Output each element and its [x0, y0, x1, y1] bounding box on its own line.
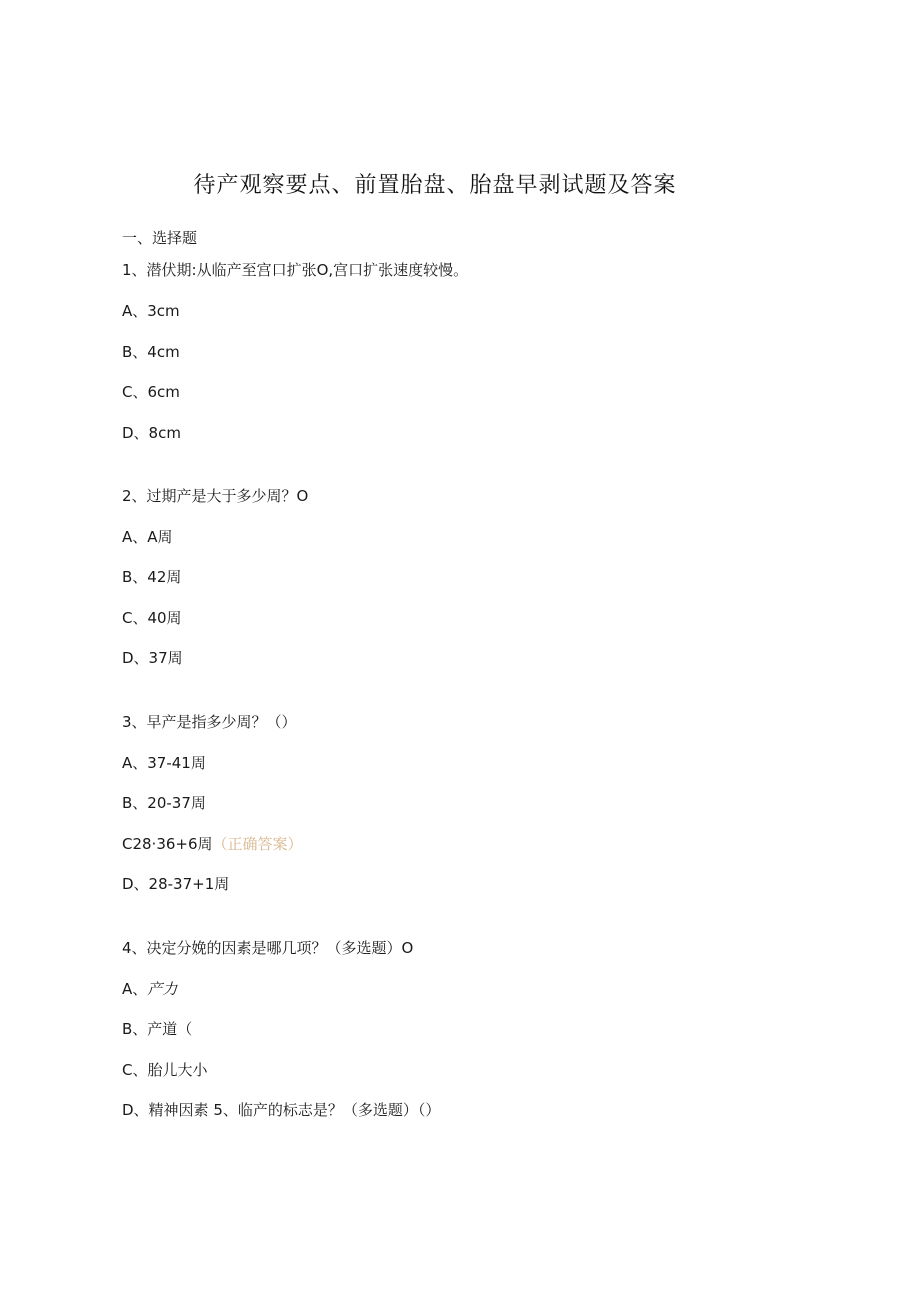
- question-4-option-d: D、精神因素 5、临产的标志是？（多选题）（）: [122, 1101, 441, 1119]
- question-4-option-a-label: A、: [122, 980, 148, 998]
- question-2-option-b: B、42周: [122, 568, 182, 586]
- question-2-option-c: C、40周: [122, 609, 182, 627]
- question-1-option-a: A、3cm: [122, 302, 180, 320]
- question-3-option-a: A、37-41周: [122, 754, 206, 772]
- question-1-option-c: C、6cm: [122, 383, 180, 401]
- question-3-stem: 3、早产是指多少周？（）: [122, 713, 297, 731]
- question-4-option-b: B、产道（: [122, 1020, 193, 1038]
- section-heading: 一、选择题: [122, 229, 198, 247]
- correct-answer-marker: （正确答案）: [212, 835, 303, 853]
- question-3-option-b: B、20-37周: [122, 794, 206, 812]
- question-4-option-a: [122, 978, 177, 999]
- question-1-option-b: B、4cm: [122, 343, 180, 361]
- question-2-stem: 2、过期产是大于多少周？O: [122, 487, 309, 505]
- question-4-option-c: C、胎儿大小: [122, 1061, 208, 1079]
- question-2-option-a: A、A周: [122, 528, 173, 546]
- question-3-option-c: [122, 833, 303, 854]
- question-1-option-d: D、8cm: [122, 424, 181, 442]
- question-3-option-c-text: C28·36+6周: [122, 835, 213, 853]
- question-4-stem: 4、决定分娩的因素是哪几项？（多选题）O: [122, 939, 414, 957]
- question-3-option-d: D、28-37+1周: [122, 875, 230, 893]
- document-title: 待产观察要点、前置胎盘、胎盘早剥试题及答案: [193, 173, 677, 198]
- question-2-option-d: D、37周: [122, 649, 183, 667]
- question-1-stem: 1、潜伏期:从临产至宫口扩张O,宫口扩张速度较慢。: [122, 261, 469, 279]
- question-4-option-a-text: 产力: [147, 980, 178, 998]
